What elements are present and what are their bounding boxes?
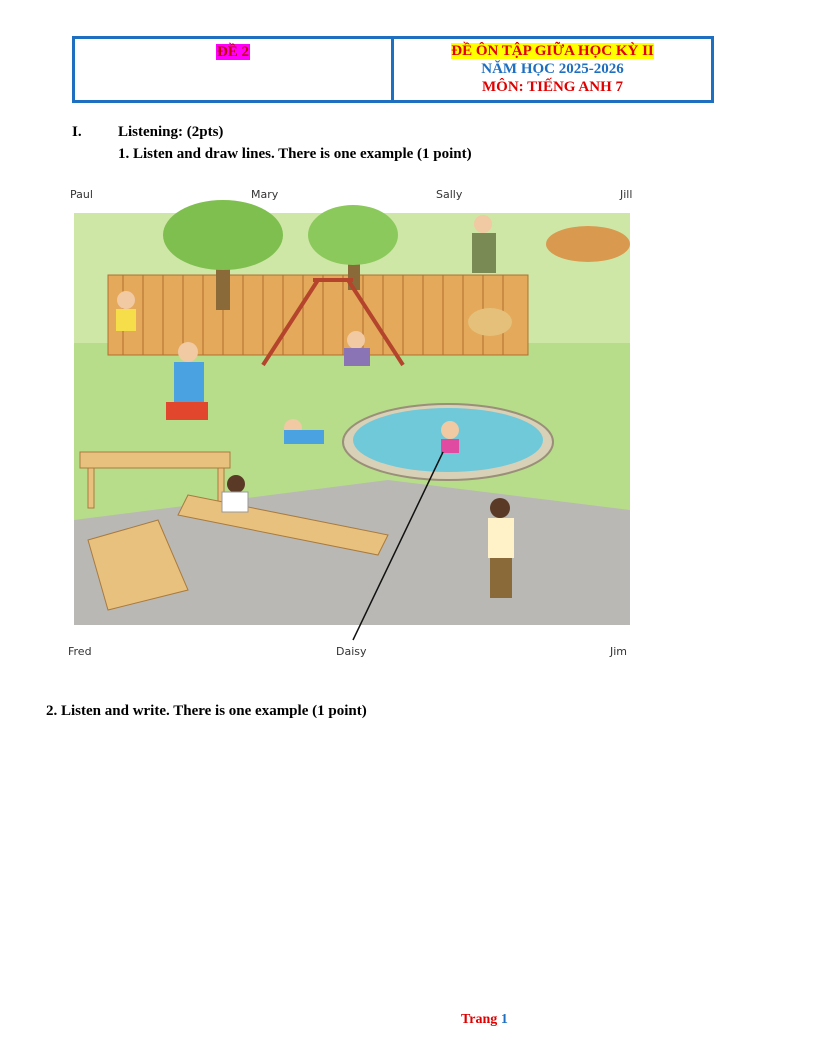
exam-title: ĐỀ ÔN TẬP GIỮA HỌC KỲ II <box>451 43 654 59</box>
listening-picture <box>48 180 648 670</box>
name-label-jill: Jill <box>620 188 633 201</box>
garden-illustration <box>48 180 648 670</box>
footer-page-word: Trang <box>461 1012 498 1027</box>
footer-page-number: 1 <box>500 1012 508 1027</box>
name-label-fred: Fred <box>68 645 92 658</box>
header-right-cell <box>394 39 711 100</box>
task2-instruction: 2. Listen and write. There is one example (1 point) <box>46 703 367 719</box>
name-label-jim: Jim <box>610 645 628 658</box>
name-label-paul: Paul <box>70 188 93 201</box>
name-label-mary: Mary <box>251 188 279 201</box>
header-left-cell <box>75 39 394 100</box>
page-footer <box>461 1012 508 1028</box>
fence <box>108 275 528 355</box>
name-label-sally: Sally <box>436 188 463 201</box>
exam-code: ĐỀ 2 <box>216 44 250 60</box>
section-numeral: I. <box>72 124 82 140</box>
task1-instruction: 1. Listen and draw lines. There is one example (1 point) <box>118 146 472 162</box>
subject: MÔN: TIẾNG ANH 7 <box>482 79 623 95</box>
school-year: NĂM HỌC 2025-2026 <box>481 61 624 77</box>
header-table <box>72 36 714 103</box>
section-title: Listening: (2pts) <box>118 124 224 140</box>
name-label-daisy: Daisy <box>336 645 367 658</box>
